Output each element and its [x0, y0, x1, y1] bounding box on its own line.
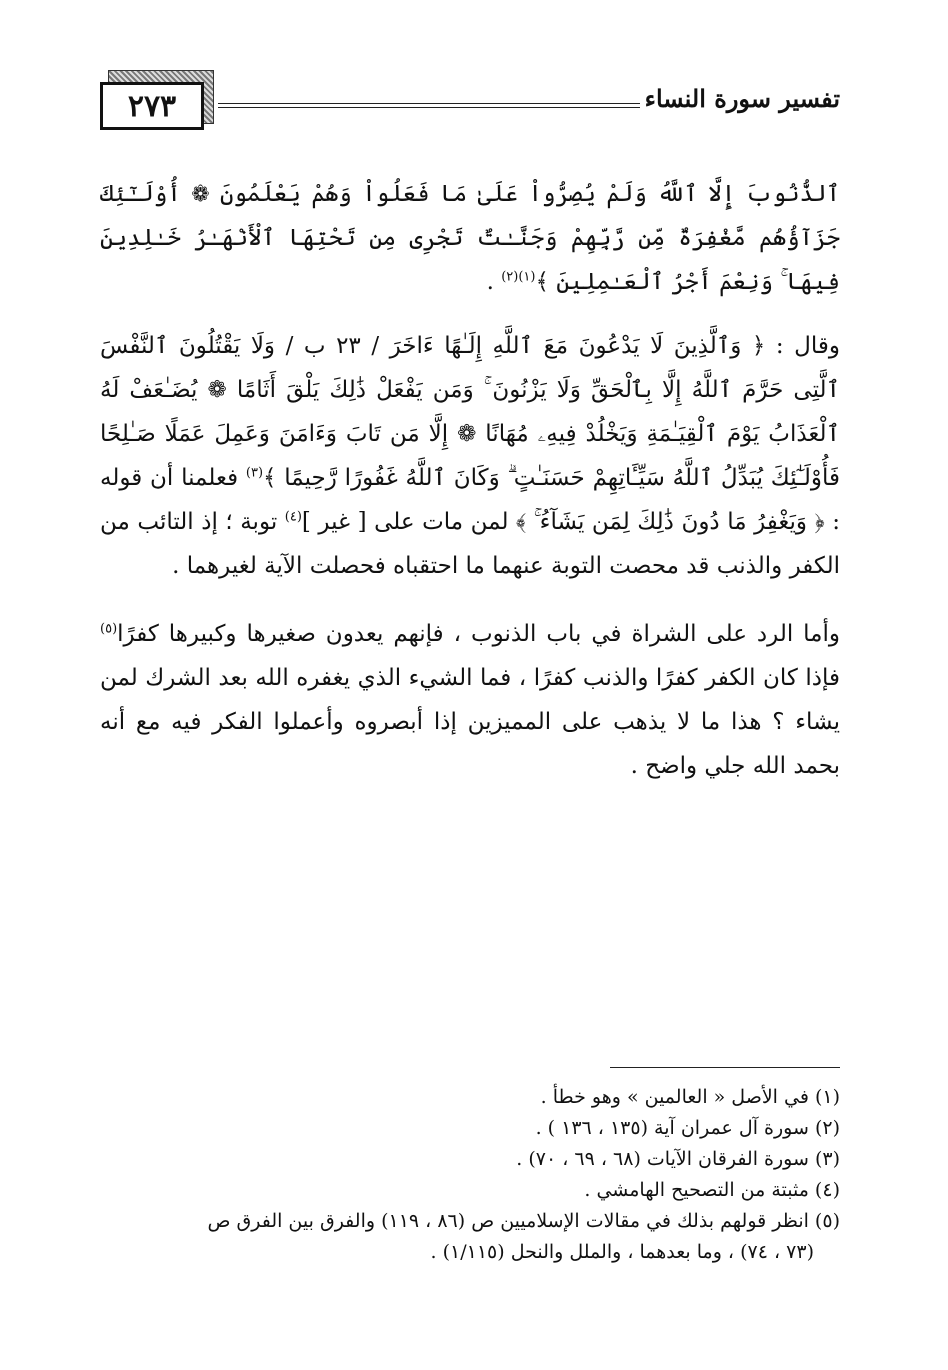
footnote-ref-1: (١)	[518, 269, 536, 285]
quran-verse: ٱلذُّنُوبَ إِلَّا ٱللَّهُ وَلَمْ يُصِرُّواْ عَلَىٰ مَا فَعَلُواْ وَهُمْ يَعْلَمُونَ ❁ أُوْلَـٰٓئِكَ جَزَآؤُهُم مَّغْفِرَةٌ مِّن رَّبِّهِمْ وَجَنَّـٰتٌ تَجْرِى مِن تَحْتِهَا ٱلْأَنْهَـٰرُ خَـٰلِدِينَ فِيهَا ۚ وَنِعْمَ أَجْرُ ٱلْعَـٰمِلِينَ ﴾	[100, 181, 840, 295]
footnote-3: (٣) سورة الفرقان الآيات (٦٨ ، ٦٩ ، ٧٠) .	[516, 1148, 840, 1170]
footnote-ref-2: (٢)	[501, 269, 519, 285]
paragraph-2-continuation: فعلمنا أن قوله : ﴿ وَيَغْفِرُ مَا دُونَ ذَٰلِكَ لِمَن يَشَآءُ ۚ ﴾ لمن مات على [ غير ]	[100, 465, 840, 535]
page-number: ٢٧٣	[127, 88, 177, 124]
footnote-ref-3: (٣)	[245, 465, 264, 481]
footnote-5-continuation: (٧٣ ، ٧٤) ، وما بعدهما ، والملل والنحل (١/١١٥) .	[430, 1241, 814, 1263]
footnotes	[100, 1082, 840, 1268]
paragraph-2	[100, 324, 840, 588]
footnote-ref-5: (٥)	[100, 621, 118, 637]
paragraph-3	[100, 612, 840, 788]
paragraph-3-text: وأما الرد على الشراة في باب الذنوب ، فإنهم يعدون صغيرها وكبيرها كفرًا	[117, 621, 840, 647]
paragraph-2-text: وقال : ﴿ وَٱلَّذِينَ لَا يَدْعُونَ مَعَ ٱللَّهِ إِلَـٰهًا ءَاخَرَ / ٢٣ ب / وَلَا يَقْتُلُونَ ٱلنَّفْسَ ٱلَّتِى حَرَّمَ ٱللَّهُ إِلَّا بِٱلْحَقِّ وَلَا يَزْنُونَ ۚ وَمَن يَفْعَلْ ذَٰلِكَ يَلْقَ أَثَامًا ❁ يُضَـٰعَفْ لَهُ ٱلْعَذَابُ يَوْمَ ٱلْقِيَـٰمَةِ وَيَخْلُدْ فِيهِۦ مُهَانًا ❁ إِلَّا مَن تَابَ وَءَامَنَ وَعَمِلَ عَمَلًا صَـٰلِحًا فَأُوْلَـٰٓئِكَ يُبَدِّلُ ٱللَّهُ سَيِّـَٔاتِهِمْ حَسَنَـٰتٍ ۗ وَكَانَ ٱللَّهُ غَفُورًا رَّحِيمًا ﴾	[100, 333, 840, 491]
footnote-ref-4: (٤)	[284, 509, 302, 525]
footnote-rule	[610, 1067, 840, 1068]
paragraph-1	[100, 172, 840, 304]
footnote-5	[100, 1206, 840, 1268]
body-text	[100, 172, 840, 808]
paragraph-1-end: .	[486, 269, 502, 295]
footnote-4: (٤) مثبتة من التصحيح الهامشي .	[584, 1179, 840, 1201]
page-number-box	[100, 82, 204, 130]
footnote-1: (١) في الأصل « العالمين » وهو خطأ .	[540, 1086, 840, 1108]
footnote-5-text: (٥) انظر قولهم بذلك في مقالات الإسلاميين ص (٨٦ ، ١١٩) والفرق بين الفرق ص	[207, 1210, 840, 1232]
footnote-2: (٢) سورة آل عمران آية (١٣٥ ، ١٣٦ ) .	[535, 1117, 840, 1139]
paragraph-2-end: توبة ؛ إذ التائب من الكفر والذنب قد محصت التوبة عنهما ما احتقباه فحصلت الآية لغيرهما .	[100, 509, 840, 579]
paragraph-3-end: فإذا كان الكفر كفرًا والذنب كفرًا ، فما الشيء الذي يغفره الله بعد الشرك لمن يشاء ؟ هذا ما لا يذهب على المميزين إذا أبصروه وأعملوا الفكر فيه مع أنه بحمد الله جلي واضح .	[100, 665, 840, 779]
running-title: تفسير سورة النساء	[644, 84, 840, 113]
header-rule	[218, 103, 640, 108]
